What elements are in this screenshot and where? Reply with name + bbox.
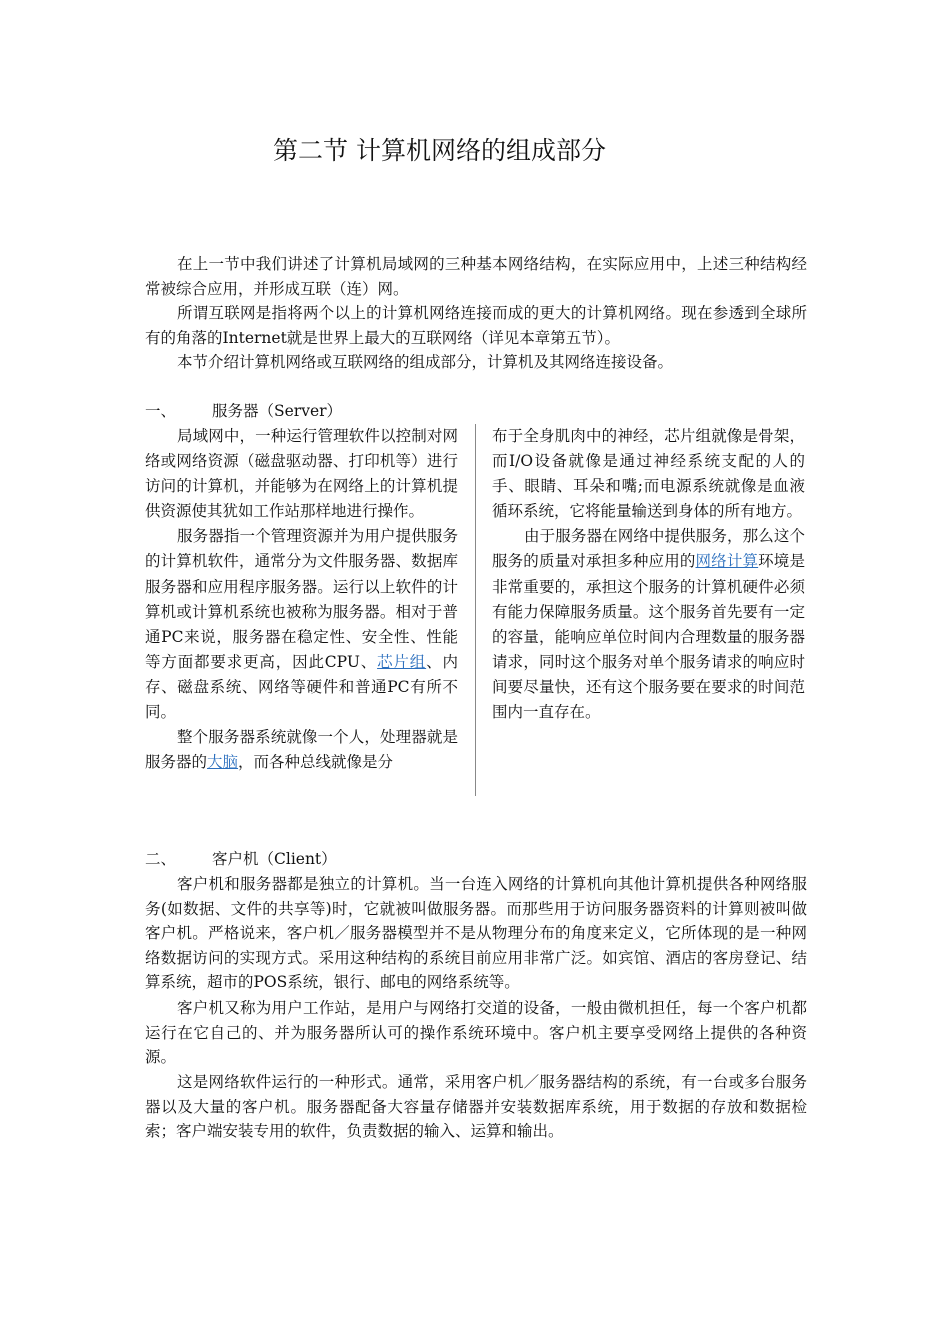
section2-title: 客户机（Client） [212, 850, 337, 868]
server-paragraph-2-text-b: 、内存、磁盘系统、网络等硬件和普通PC有所不同。 [145, 652, 458, 722]
server-paragraph-3-continued: 布于全身肌肉中的神经，芯片组就像是骨架，而I/O设备就像是通过神经系统支配的人的手、眼睛、耳朵和嘴;而电源系统就像是血液循环系统，它将能量输送到身体的所有地方。 [492, 427, 805, 521]
section1-number: 一、 [145, 402, 177, 420]
server-paragraph-3-text-a: 整个服务器系统就像一个人，处理器就是服务器的 [145, 728, 458, 772]
server-paragraph-2 [145, 524, 458, 725]
client-paragraph-2: 客户机又称为用户工作站，是用户与网络打交道的设备，一般由微机担任，每一个客户机都运行在它自己的、并为服务器所认可的操作系统环境中。客户机主要享受网络上提供的各种资源。 [145, 999, 807, 1066]
section2-heading [145, 847, 337, 871]
section2-number: 二、 [145, 850, 177, 868]
brain-link[interactable]: 大脑 [207, 753, 239, 772]
section1-left-column [145, 424, 458, 775]
server-paragraph-3-text-b: ，而各种总线就像是分 [238, 753, 394, 772]
client-paragraph-3: 这是网络软件运行的一种形式。通常，采用客户机／服务器结构的系统，有一台或多台服务器以及大量的客户机。服务器配备大容量存储器并安装数据库系统，用于数据的存放和数据检索；客户端安装专用的软件，负责数据的输入、运算和输出。 [145, 1073, 807, 1140]
chipset-link[interactable]: 芯片组 [377, 652, 427, 671]
section1-heading [145, 399, 342, 423]
intro-paragraph-1: 在上一节中我们讲述了计算机局域网的三种基本网络结构，在实际应用中，上述三种结构经常被综合应用，并形成互联（连）网。 [145, 255, 807, 298]
intro-paragraph-2: 所谓互联网是指将两个以上的计算机网络连接而成的更大的计算机网络。现在参透到全球所有的角落的Internet就是世界上最大的互联网络（详见本章第五节）。 [145, 304, 807, 347]
server-paragraph-3 [145, 725, 458, 775]
server-paragraph-2-text-a: 服务器指一个管理资源并为用户提供服务的计算机软件，通常分为文件服务器、数据库服务器和应用程序服务器。运行以上软件的计算机或计算机系统也被称为服务器。相对于普通PC来说，服务器在稳定性、安全性、性能等方面都要求更高，因此CPU、 [145, 527, 458, 671]
column-divider [475, 424, 476, 796]
server-paragraph-4-text-b: 环境是非常重要的，承担这个服务的计算机硬件必须有能力保障服务质量。这个服务首先要有一定的容量，能响应单位时间内合理数量的服务器请求，同时这个服务对单个服务请求的响应时间要尽量快，还有这个服务要在要求的时间范围内一直存在。 [492, 552, 805, 722]
section1-right-column [492, 424, 805, 725]
intro-paragraph-3: 本节介绍计算机网络或互联网络的组成部分，计算机及其网络连接设备。 [177, 353, 674, 371]
page-title: 第二节 计算机网络的组成部分 [273, 136, 606, 165]
client-paragraph-1: 客户机和服务器都是独立的计算机。当一台连入网络的计算机向其他计算机提供各种网络服务(如数据、文件的共享等)时，它就被叫做服务器。而那些用于访问服务器资料的计算则被叫做客户机。严格说来，客户机／服务器模型并不是从物理分布的角度来定义，它所体现的是一种网络数据访问的实现方式。采用这种结构的系统目前应用非常广泛。如宾馆、酒店的客房登记、结算系统，超市的POS系统，银行、邮电的网络系统等。 [145, 875, 807, 991]
server-paragraph-4-text-a: 由于服务器在网络中提供服务，那么这个服务的质量对承担多种应用的 [492, 527, 805, 571]
network-computing-link[interactable]: 网络计算 [695, 552, 759, 571]
section1-title: 服务器（Server） [212, 402, 343, 420]
server-paragraph-1: 局域网中，一种运行管理软件以控制对网络或网络资源（磁盘驱动器、打印机等）进行访问的计算机，并能够为在网络上的计算机提供资源使其犹如工作站那样地进行操作。 [145, 427, 458, 521]
server-paragraph-4 [492, 524, 805, 725]
